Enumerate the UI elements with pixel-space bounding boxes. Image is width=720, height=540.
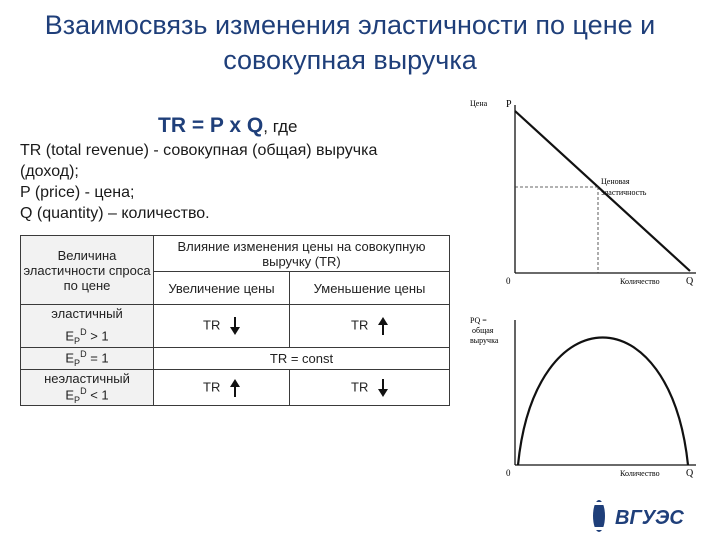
arrow-down-icon <box>230 317 240 335</box>
pq-label-3: выручка <box>470 336 499 345</box>
table-row <box>21 370 450 406</box>
table-row <box>21 305 450 348</box>
origin-label-bottom: 0 <box>506 468 511 478</box>
header-increase: Увеличение цены <box>154 272 290 305</box>
row-inelastic-increase: TR <box>154 370 290 406</box>
p-axis-label: P <box>506 99 512 110</box>
pq-label-2: общая <box>472 326 494 335</box>
title-line-1: Взаимосвязь изменения эластичности по цене и <box>44 10 656 40</box>
header-influence: Влияние изменения цены на совокупную выручку (TR) <box>154 236 450 272</box>
demand-graph <box>470 99 696 287</box>
quantity-label-bottom: Количество <box>620 469 660 478</box>
q-axis-label-bottom: Q <box>686 468 694 479</box>
slide-title <box>0 8 700 78</box>
arrow-down-icon <box>378 379 388 397</box>
annotation-line-1: Ценовая <box>601 177 630 186</box>
pq-label: PQ = <box>470 316 487 325</box>
row-unit-label: $E_P^D = 1$ <box>21 348 154 370</box>
row-unit-result: TR = const <box>154 348 450 370</box>
title-line-2: совокупная выручка <box>223 45 477 75</box>
logo-text: ВГУЭС <box>615 507 684 529</box>
row-inelastic-label: неэластичный $E_P^D < 1$ <box>21 370 154 406</box>
price-label: Цена <box>470 99 488 108</box>
table-row <box>21 348 450 370</box>
elasticity-graphs <box>470 95 705 485</box>
revenue-graph <box>470 316 696 479</box>
definition-q: Q (quantity) – количество. <box>20 205 210 222</box>
quantity-label: Количество <box>620 277 660 286</box>
definition-tr: TR (total revenue) - совокупная (общая) выручка <box>20 142 378 159</box>
definition-p: P (price) - цена; <box>20 184 135 201</box>
definitions <box>20 140 377 224</box>
revenue-curve <box>518 338 688 466</box>
row-elastic-label: эластичный $E_P^D > 1$ <box>21 305 154 348</box>
formula-suffix: , где <box>263 117 298 136</box>
annotation-line-2: эластичность <box>601 188 647 197</box>
row-elastic-increase: TR <box>154 305 290 348</box>
formula <box>158 114 298 138</box>
header-elasticity: Величина эластичности спроса по цене <box>21 236 154 305</box>
definition-tr-cont: (доход); <box>20 163 79 180</box>
origin-label: 0 <box>506 276 511 286</box>
arrow-up-icon <box>378 317 388 335</box>
row-inelastic-decrease: TR <box>290 370 450 406</box>
vgues-logo <box>585 496 695 536</box>
formula-text: TR = P x Q <box>158 114 264 137</box>
elasticity-table <box>20 235 450 406</box>
q-axis-label: Q <box>686 276 694 287</box>
header-decrease: Уменьшение цены <box>290 272 450 305</box>
row-elastic-decrease: TR <box>290 305 450 348</box>
arrow-up-icon <box>230 379 240 397</box>
